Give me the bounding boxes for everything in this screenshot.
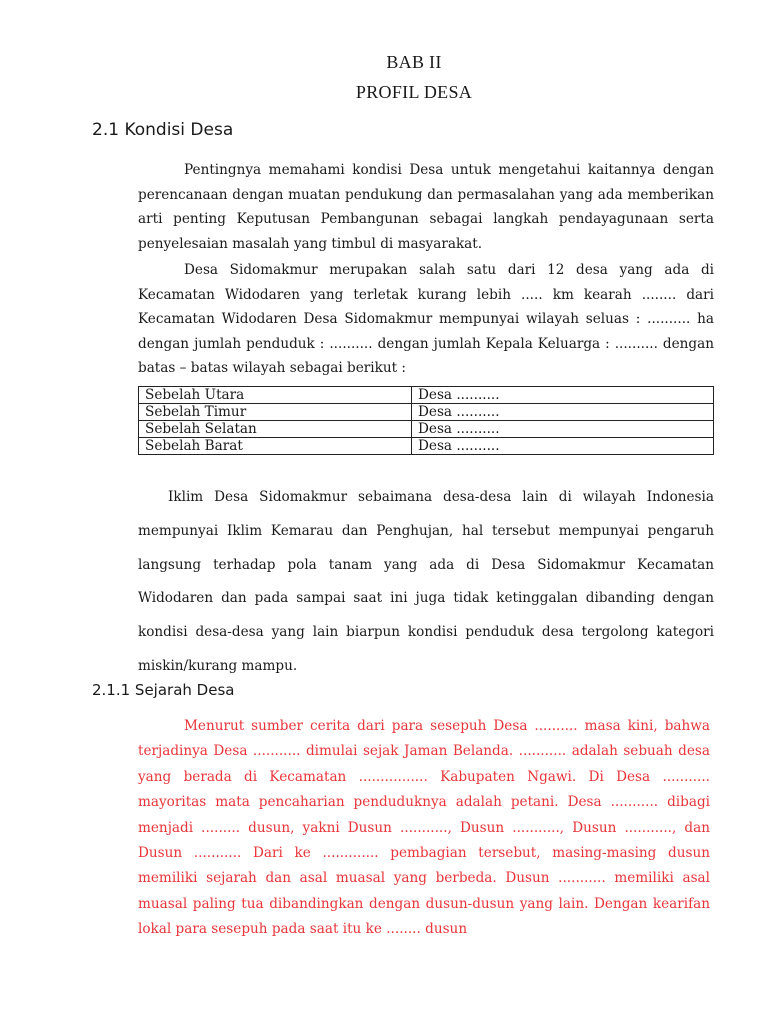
subsection-heading: 2.1.1 Sejarah Desa bbox=[92, 681, 235, 699]
paragraph-history: Menurut sumber cerita dari para sesepuh Desa .......... masa kini, bahwa terjadinya Desa ........... dimulai sejak Jaman Belanda. ........... adalah sebuah desa yang berada di Kecamatan ................ Kabupaten Ngawi. Di Desa ........... mayoritas mata pencaharian penduduknya adalah petani. Desa ........... dibagi menjadi ......... dusun, yakni Dusun ..........., Dusun ..........., Dusun ..........., dan Dusun ........... Dari ke ............. pembagian tersebut, masing-masing dusun memiliki sejarah dan asal muasal yang berbeda. Dusun ........... memiliki asal muasal paling tua dibandingkan dengan dusun-dusun yang lain. Dengan kearifan lokal para sesepuh pada saat itu ke ........ dusun bbox=[138, 718, 710, 938]
chapter-title: PROFIL DESA bbox=[355, 82, 473, 102]
border-direction: Sebelah Barat bbox=[139, 438, 412, 455]
table-row bbox=[139, 438, 714, 455]
border-village: Desa .......... bbox=[412, 404, 714, 421]
paragraph-climate: Iklim Desa Sidomakmur sebaimana desa-desa lain di wilayah Indonesia mempunyai Iklim Kemarau dan Penghujan, hal tersebut mempunyai pengaruh langsung terhadap pola tanam yang ada di Desa Sidomakmur Kecamatan Widodaren dan pada sampai saat ini juga tidak ketinggalan dibanding dengan kondisi desa-desa yang lain biarpun kondisi penduduk desa tergolong kategori miskin/kurang mampu. bbox=[138, 489, 714, 674]
border-village: Desa .......... bbox=[412, 438, 714, 455]
border-village: Desa .......... bbox=[412, 421, 714, 438]
section-heading: 2.1 Kondisi Desa bbox=[92, 120, 234, 140]
border-direction: Sebelah Utara bbox=[139, 387, 412, 404]
paragraph-village-profile: Desa Sidomakmur merupakan salah satu dari 12 desa yang ada di Kecamatan Widodaren yang terletak kurang lebih ..... km kearah ........ dari Kecamatan Widodaren Desa Sidomakmur mempunyai wilayah seluas : .......... ha dengan jumlah penduduk : .......... dengan jumlah Kepala Keluarga : .......... dengan batas – batas wilayah sebagai berikut : bbox=[138, 262, 714, 376]
border-table bbox=[138, 386, 714, 455]
table-row bbox=[139, 404, 714, 421]
border-village: Desa .......... bbox=[412, 387, 714, 404]
chapter-number: BAB II bbox=[386, 52, 442, 72]
border-direction: Sebelah Timur bbox=[139, 404, 412, 421]
paragraph-intro: Pentingnya memahami kondisi Desa untuk mengetahui kaitannya dengan perencanaan dengan muatan pendukung dan permasalahan yang ada memberikan arti penting Keputusan Pembangunan sebagai langkah pendayagunaan serta penyelesaian masalah yang timbul di masyarakat. bbox=[138, 162, 714, 252]
border-direction: Sebelah Selatan bbox=[139, 421, 412, 438]
table-row bbox=[139, 421, 714, 438]
table-row bbox=[139, 387, 714, 404]
